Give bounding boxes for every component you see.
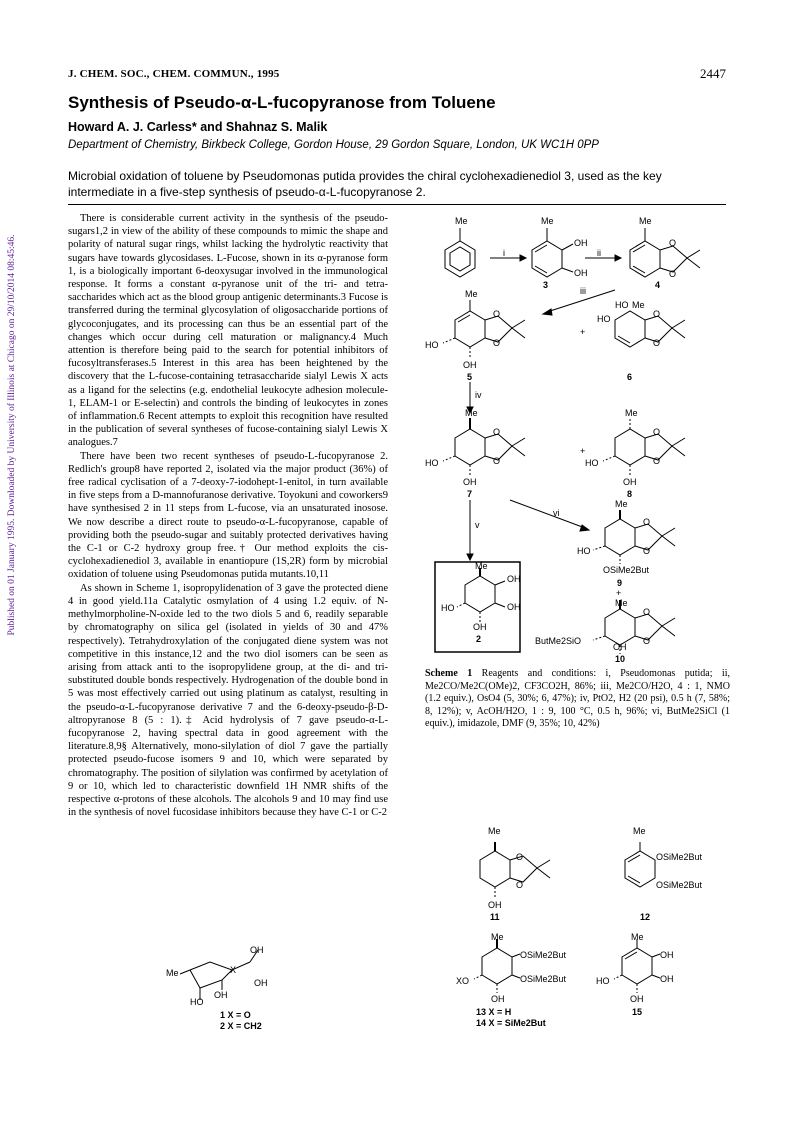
label-oh: OH <box>250 945 264 955</box>
label-o: O <box>493 338 501 348</box>
compound-11-ring <box>480 851 510 887</box>
compound-10-ring <box>605 609 635 645</box>
label-me: Me <box>465 289 478 299</box>
compound-12-double-bond <box>628 855 640 862</box>
compound-5-me-a <box>512 320 525 328</box>
reagent-ii: ii <box>597 248 601 258</box>
compound-5-label: 5 <box>467 372 473 382</box>
label-ho: HO <box>190 997 204 1007</box>
body-text <box>68 212 388 819</box>
compound-9-ring <box>605 519 635 555</box>
compound-3-ring <box>532 241 562 277</box>
page-number: 2447 <box>700 66 726 81</box>
label-oh: OH <box>254 978 268 988</box>
label-me: Me <box>465 408 478 418</box>
label-o: O <box>516 852 524 862</box>
compound-2-oh-2 <box>495 603 505 607</box>
abstract: Microbial oxidation of toluene by Pseudomonas putida provides the chiral cyclohexadienediol 3, used as the key intermediate in a five-step synthesis of pseudo-α-L-fucopyranose 2. <box>68 169 662 199</box>
compound-1-label: 1 X = O <box>220 1010 251 1020</box>
label-oh: OH <box>473 622 487 632</box>
label-ho: HO <box>577 546 591 556</box>
label-me: Me <box>639 216 652 226</box>
compound-2-label: 2 <box>476 634 482 644</box>
paragraph-2: There have been two recent syntheses of pseudo-L-fucopyranose 2. Redlich's group8 have reported 2, isolated via the major product (36%) of free radical cyclisation of a 7-deoxy-7-iodohept-1-enitol, in turn available in five steps from a D-mannofuranose derivative. Toyokuni and coworkers9 have synthesised 2 in 11 steps from L-fucose, via an unsaturated inosose. We now describe a direct route to pseudo-α-L-fucopyranose, capable of providing both the pseudo-sugar and suitably protected derivatives having the C-1 or C-2 hydroxy group free.† Our method exploits the cis-cyclohexadienediol 3, available in enantiopure (1S,2R) form by microbial oxidation of toluene using Pseudomonas putida mutants.10,11 <box>68 450 388 581</box>
compound-13-xo-bond <box>474 975 482 979</box>
plus-sign: + <box>580 446 586 456</box>
paragraph-1: There is considerable current activity in the synthesis of the pseudo-sugars1,2 in view of the ability of these compounds to mimic the shape and polarity of natural sugar rings, whilst lacking the hydrolytic reactivity that sugars have towards glycosidases. L-Fucose, shown in its α-pyranose form 1, is a biologically important 6-deoxysugar involved in the immunological response. It forms a constant α-pyranose unit of the tri- and tetra-saccharides which act as the blood group antigenic determinants.3 Fucose is transferred during the terminal glycosylation of oligosaccharide portions of glycoconjugates, and its processing can thus be an essential part of the changes which occur during cell maturation or malignancy.4 Much attention is therefore being paid to the search for potential inhibitors of fucosyltransferases.5 Interest in this area has been heightened by the discovery that the L-fucose-containing tetrasaccharide sialyl Lewis X acts as a ligand for the selectins (e.g. endothelial leukocyte adhesion molecule-1, ELAM-1 or E-selectin) and controls the binding of leukocytes in zones of inflammation.6 Recent attempts to exploit this recognition have resulted in the publication of several syntheses of fucose-containing sialyl Lewis X analogues.7 <box>68 213 388 449</box>
compound-4-double-bond <box>633 245 645 252</box>
label-me: Me <box>615 499 628 509</box>
label-oh: OH <box>660 974 674 984</box>
plus-sign: + <box>580 327 586 337</box>
compound-10-me-a <box>662 618 675 626</box>
compound-15-double-bond <box>625 952 637 959</box>
compound-3-double-bond-2 <box>535 266 547 273</box>
arrow-vi-head <box>580 525 589 531</box>
compound-2-ring <box>465 576 495 612</box>
compound-13-otbs-bond-2 <box>512 975 520 978</box>
compound-2-label-bottom: 2 X = CH2 <box>220 1021 262 1031</box>
compound-4-me-a <box>687 250 700 258</box>
compound-15-ring <box>622 948 652 984</box>
label-oh: OH <box>507 574 521 584</box>
label-oh: OH <box>463 360 477 370</box>
affiliation: Department of Chemistry, Birkbeck College, Gordon House, 29 Gordon Square, London, UK WC1H 0PP <box>68 139 599 151</box>
label-o: O <box>669 238 677 248</box>
label-o: O <box>493 427 501 437</box>
label-o: O <box>653 427 661 437</box>
scheme-1 <box>425 210 730 665</box>
label-ho: HO <box>425 340 439 350</box>
label-xo: XO <box>456 976 470 986</box>
compound-12-ring <box>625 851 655 887</box>
label-me: Me <box>615 598 628 608</box>
label-otbs: OSiMe2But <box>656 852 703 862</box>
label-me: Me <box>166 968 179 978</box>
label-o: O <box>669 269 677 279</box>
label-oh: OH <box>623 477 637 487</box>
compound-4-double-bond-2 <box>633 266 645 273</box>
label-otbs: OSiMe2But <box>520 950 567 960</box>
fucose-chair-bottom <box>190 970 232 988</box>
header-rule <box>68 204 726 205</box>
label-me: Me <box>491 932 504 942</box>
label-x: X <box>230 965 237 975</box>
compound-10-me-b <box>662 626 675 636</box>
compound-11-structure <box>470 840 560 910</box>
compound-9-label: 9 <box>617 578 623 588</box>
compound-7-label: 7 <box>467 489 473 499</box>
compound-10-otbs-bond <box>593 636 605 640</box>
caption-text: Reagents and conditions: i, Pseudomonas putida; ii, Me2CO/Me2C(OMe)2, CF3CO2H, 86%; iii, Me2CO/H2O, 4 : 1, NMO (1.2 equiv.), OsO4 (5, 30%; 6, 47%); iv, PtO2, H2 (20 psi), 0.5 h (7, 58%; 8, 12%); v, AcOH/H2O, 1 : 9, 100 °C, 0.5 h, 96%; vi, ButMe2SiCl (1 equiv.), imidazole, DMF (9, 35%; 10, 42%) <box>425 668 730 729</box>
reagent-iv: iv <box>475 390 482 400</box>
label-o: O <box>516 880 524 890</box>
reagent-i: i <box>503 248 505 258</box>
reagent-iii: iii <box>580 286 586 296</box>
paragraph-3: As shown in Scheme 1, isopropylidenation of 3 gave the protected diene 4 in good yield.11a Catalytic osmylation of 4 using 1.2 equiv. of N-methylmorpholine-N-oxide led to the two diols 5 and 6, readily separable by chromatography on silica gel (isolated in yields of 30 and 47% respectively). Tetrahydroxylation of the conjugated diene system was not competitive in this instance,12 and the two diol isomers can be seen as arising from attack anti to the isopropylidene group, at the di- and tri-substituted double bonds respectively. Hydrogenation of the double bond in 5 was most effectively carried out using platinum as catalyst, resulting in the pseudo-α-L-fucopyranose derivative 7 and the 6-deoxy-pseudo-β-D-altropyranose 8 (5 : 1).‡ Acid hydrolysis of 7 gave pseudo-α-L-fucopyranose 2, having spectral data in good agreement with the literature.8,9§ Alternatively, mono-silylation of diol 7 gave the partially protected pseudo-fucose isomers 9 and 10, which were separated by chromatography. The position of silylation was confirmed by acetylation of 9 or 10, which led to characteristic downfield 1H NMR shifts of the respective α-protons of these alcohols. The alcohols 9 and 10 may find use in the synthesis of novel fucosidase inhibitors because they have C-1 or C-2 <box>68 582 388 819</box>
fucose-chair-top <box>190 962 250 970</box>
label-tbso: ButMe2SiO <box>535 636 582 646</box>
compound-7-ring <box>455 429 485 465</box>
label-oh: OH <box>491 994 505 1004</box>
compound-15-structure <box>610 935 680 1005</box>
label-ho: HO <box>585 458 599 468</box>
toluene-inner-ring <box>450 247 470 271</box>
arrow-iii-head <box>543 309 552 315</box>
compound-15-ho-bond <box>614 975 622 979</box>
label-me: Me <box>475 561 488 571</box>
running-head: J. CHEM. SOC., CHEM. COMMUN., 1995 <box>68 68 280 80</box>
compound-4-ring <box>630 241 660 277</box>
label-me: Me <box>541 216 554 226</box>
compound-11-label: 11 <box>490 912 500 922</box>
compound-14-label: 14 X = SiMe2But <box>476 1018 546 1028</box>
authors: Howard A. J. Carless* and Shahnaz S. Malik <box>68 120 328 134</box>
compound-12-label: 12 <box>640 912 651 922</box>
compound-2-ho-bond <box>457 603 465 607</box>
arrow-ii-head <box>615 255 621 261</box>
reagent-v: v <box>475 520 480 530</box>
compound-8-me-a <box>672 438 685 446</box>
label-ho: HO <box>425 458 439 468</box>
label-oh: OH <box>630 994 644 1004</box>
label-oh: OH <box>574 268 588 278</box>
compound-13-otbs-bond <box>512 954 520 957</box>
compound-12-structure <box>620 840 680 900</box>
compound-6-label: 6 <box>627 372 633 382</box>
label-me: Me <box>625 408 638 418</box>
label-oh: OH <box>214 990 228 1000</box>
compound-11-me-b <box>537 868 550 878</box>
compound-8-ring <box>615 429 645 465</box>
compound-11-dioxolane <box>510 856 537 882</box>
arrow-vi <box>510 500 585 528</box>
compound-15-oh-bond <box>652 954 660 957</box>
label-o: O <box>643 636 651 646</box>
fucose-me-bond <box>180 970 190 974</box>
compound-4-label: 4 <box>655 280 661 290</box>
compound-2-oh-1 <box>495 581 505 585</box>
compound-3-label: 3 <box>543 280 549 290</box>
compound-8-ho-bond <box>603 456 615 461</box>
compound-6-me-a <box>672 320 685 328</box>
compound-9-me-a <box>662 528 675 536</box>
label-oh: OH <box>507 602 521 612</box>
compound-12-double-bond-2 <box>628 876 640 883</box>
label-oh: OH <box>463 477 477 487</box>
article-title: Synthesis of Pseudo-α-L-fucopyranose from Toluene <box>68 93 496 112</box>
label-ho: HO <box>597 314 611 324</box>
reagent-vi: vi <box>553 508 560 518</box>
label-o: O <box>493 456 501 466</box>
download-watermark-text: Published on 01 January 1995. Downloaded by University of Illinois at Chicago on 29/10/2014 08:45:46. <box>7 234 17 636</box>
label-o: O <box>653 456 661 466</box>
caption-label: Scheme 1 <box>425 668 473 679</box>
label-o: O <box>653 309 661 319</box>
compound-15-oh-bond-2 <box>652 975 660 978</box>
compound-6-ring <box>615 311 645 347</box>
label-oh: OH <box>574 238 588 248</box>
compound-5-ring <box>455 311 485 347</box>
compound-7-ho-bond <box>443 456 455 461</box>
arrow-i-head <box>520 255 526 261</box>
label-me: Me <box>488 826 501 836</box>
compound-13-label: 13 X = H <box>476 1007 512 1017</box>
label-me: Me <box>632 300 645 310</box>
plus-sign: + <box>616 588 622 598</box>
label-me: Me <box>631 932 644 942</box>
label-o: O <box>643 546 651 556</box>
compound-9-ho-bond <box>593 546 605 550</box>
compound-5-double-bond <box>458 315 470 322</box>
compound-6-double-bond <box>618 336 630 343</box>
compound-8-label: 8 <box>627 489 633 499</box>
compound-5-me-b <box>512 328 525 338</box>
compound-8-me-b <box>672 446 685 456</box>
label-otbs: OSiMe2But <box>656 880 703 890</box>
compound-3-double-bond <box>535 245 547 252</box>
compound-13-structure <box>470 935 550 1005</box>
label-o: O <box>643 517 651 527</box>
compound-10-label: 10 <box>615 654 626 664</box>
label-ho: HO <box>596 976 610 986</box>
label-ho: HO <box>441 603 455 613</box>
compound-7-me-b <box>512 446 525 456</box>
scheme-caption <box>425 668 730 731</box>
label-ho: HO <box>615 300 629 310</box>
compound-15-label: 15 <box>632 1007 643 1017</box>
label-o: O <box>643 607 651 617</box>
label-o: O <box>493 309 501 319</box>
label-oh: OH <box>613 642 627 652</box>
label-oh: OH <box>660 950 674 960</box>
label-o: O <box>653 338 661 348</box>
compound-4-me-b <box>687 258 700 268</box>
compound-11-me-a <box>537 860 550 868</box>
arrow-v-head <box>467 554 473 560</box>
label-otbs: OSiMe2But <box>520 974 567 984</box>
compound-5-ho-bond <box>443 338 455 343</box>
label-otbs: OSiMe2But <box>603 565 650 575</box>
compound-6-me-b <box>672 328 685 338</box>
compound-7-me-a <box>512 438 525 446</box>
label-me: Me <box>633 826 646 836</box>
scheme-1-drawing <box>425 210 730 665</box>
download-watermark <box>6 210 20 665</box>
compound-3-oh-bond <box>562 244 573 250</box>
compound-13-ring <box>482 948 512 984</box>
compound-9-me-b <box>662 536 675 546</box>
label-me: Me <box>455 216 468 226</box>
compound-3-oh-bond-2 <box>562 268 573 272</box>
label-oh: OH <box>488 900 502 910</box>
